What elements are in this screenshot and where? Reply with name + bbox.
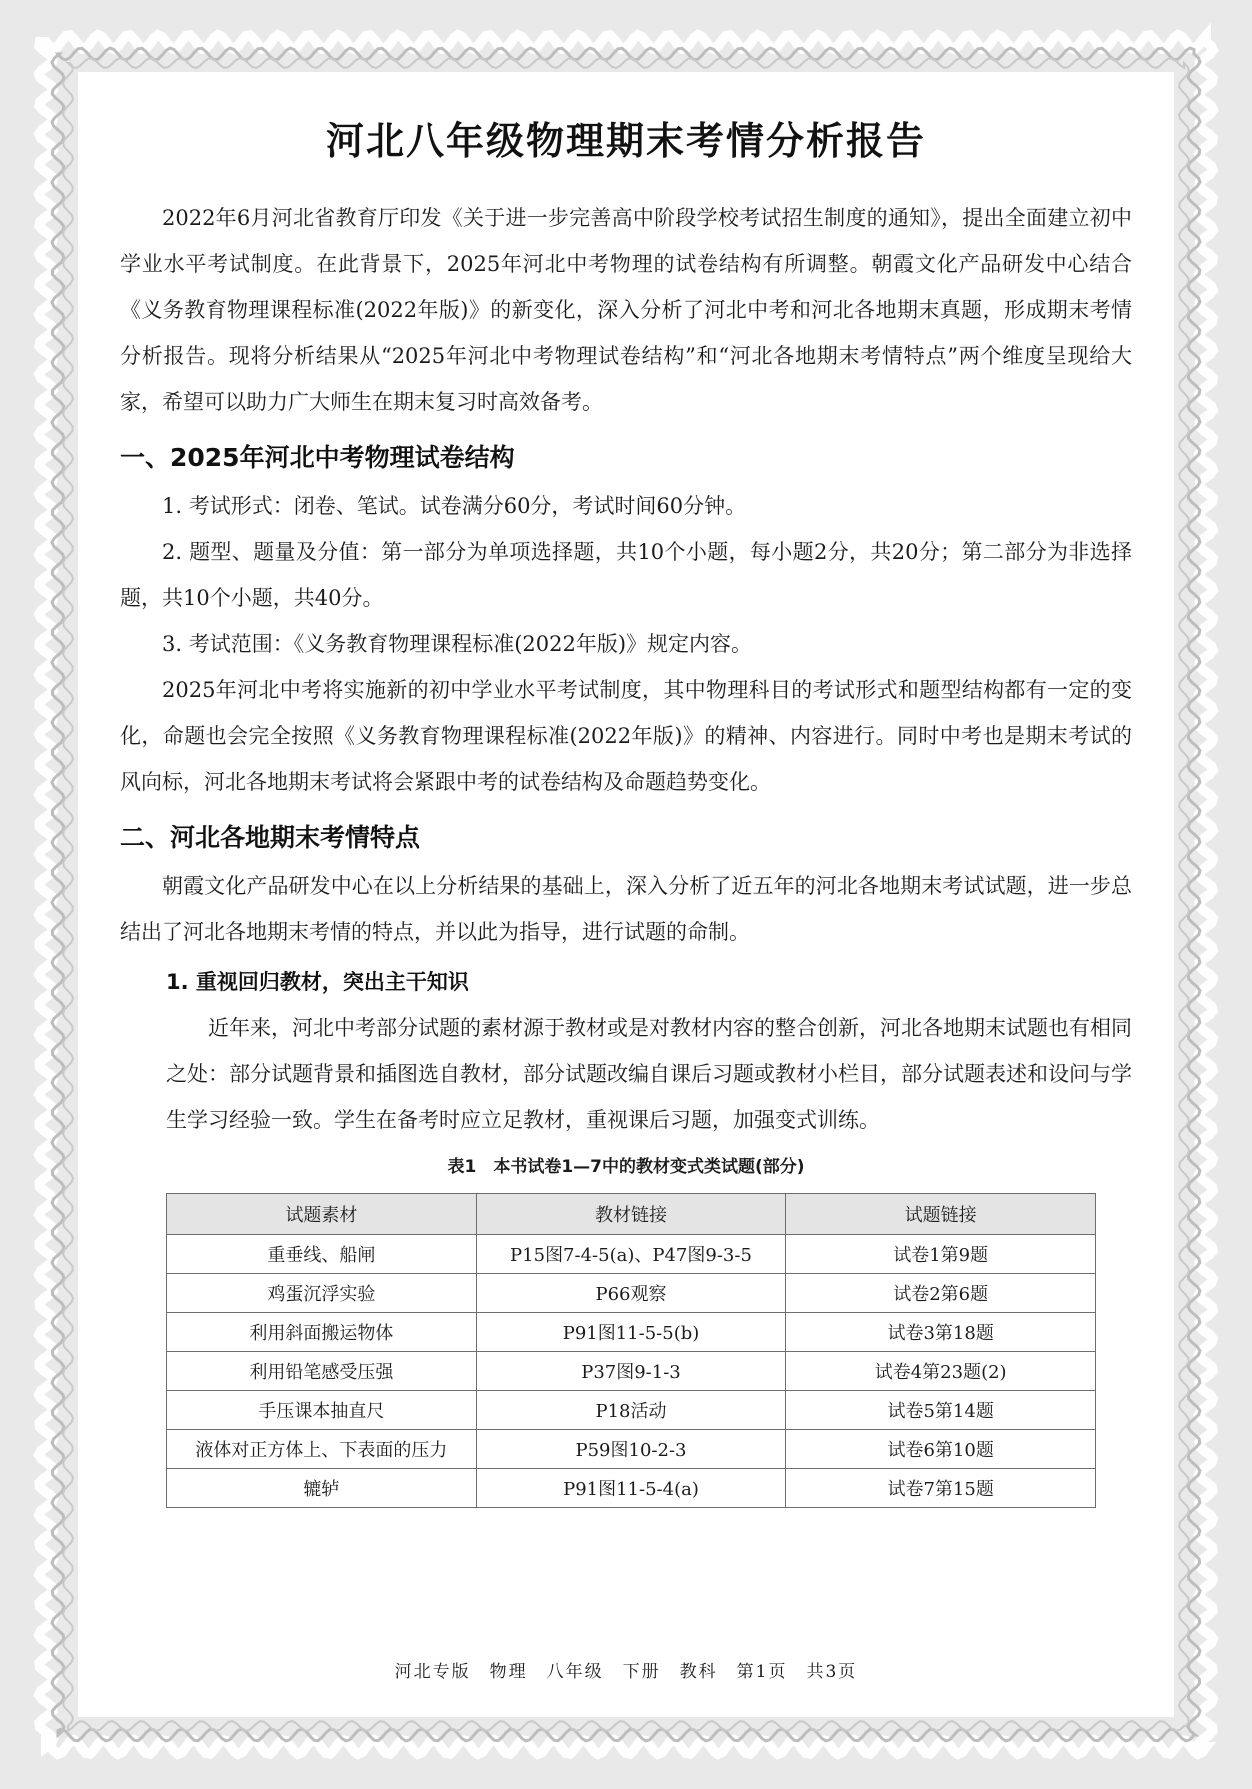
- section-1-paragraph: 2025年河北中考将实施新的初中学业水平考试制度，其中物理科目的考试形式和题型结构都有一定的变化，命题也会完全按照《义务教育物理课程标准(2022年版)》的精神、内容进行。同时中考也是期末考试的风向标，河北各地期末考试将会紧跟中考的试卷结构及命题趋势变化。: [120, 678, 1132, 794]
- table-cell: 试卷7第15题: [786, 1469, 1096, 1508]
- table-cell: P59图10-2-3: [476, 1430, 786, 1469]
- table-cell: 鸡蛋沉浮实验: [167, 1274, 477, 1313]
- section-2-paragraph: 朝霞文化产品研发中心在以上分析结果的基础上，深入分析了近五年的河北各地期末考试试题，进一步总结出了河北各地期末考情的特点，并以此为指导，进行试题的命制。: [120, 874, 1132, 944]
- table-cell: 试卷2第6题: [786, 1274, 1096, 1313]
- table-cell: 利用铅笔感受压强: [167, 1352, 477, 1391]
- table-cell: 液体对正方体上、下表面的压力: [167, 1430, 477, 1469]
- table-cell: 试卷6第10题: [786, 1430, 1096, 1469]
- table-header-cell: 试题素材: [167, 1194, 477, 1235]
- table-cell: 手压课本抽直尺: [167, 1391, 477, 1430]
- table-cell: 辘轳: [167, 1469, 477, 1508]
- table-cell: 试卷1第9题: [786, 1235, 1096, 1274]
- table-cell: P15图7-4-5(a)、P47图9-3-5: [476, 1235, 786, 1274]
- table-row: [167, 1469, 1096, 1508]
- table-cell: P37图9-1-3: [476, 1352, 786, 1391]
- table-row: [167, 1352, 1096, 1391]
- table-cell: 试卷4第23题(2): [786, 1352, 1096, 1391]
- page-footer: 河北专版 物理 八年级 下册 教科 第1页 共3页: [394, 1662, 858, 1682]
- document-page: [78, 72, 1174, 1717]
- subsection-paragraph: 近年来，河北中考部分试题的素材源于教材或是对教材内容的整合创新，河北各地期末试题也有相同之处：部分试题背景和插图选自教材，部分试题改编自课后习题或教材小栏目，部分试题表述和设问与学生学习经验一致。学生在备考时应立足教材，重视课后习题，加强变式训练。: [166, 1016, 1132, 1132]
- section-1-heading: 一、2025年河北中考物理试卷结构: [120, 443, 515, 472]
- table-cell: P91图11-5-4(a): [476, 1469, 786, 1508]
- table-header-cell: 试题链接: [786, 1194, 1096, 1235]
- section-1-item-2: 2. 题型、题量及分值：第一部分为单项选择题，共10个小题，每小题2分，共20分；第二部分为非选择题，共10个小题，共40分。: [120, 540, 1132, 610]
- table-cell: P18活动: [476, 1391, 786, 1430]
- textbook-variant-table: [166, 1193, 1096, 1508]
- table-cell: 利用斜面搬运物体: [167, 1313, 477, 1352]
- intro-paragraph: 2022年6月河北省教育厅印发《关于进一步完善高中阶段学校考试招生制度的通知》，提出全面建立初中学业水平考试制度。在此背景下，2025年河北中考物理的试卷结构有所调整。朝霞文化产品研发中心结合《义务教育物理课程标准(2022年版)》的新变化，深入分析了河北中考和河北各地期末真题，形成期末考情分析报告。现将分析结果从“2025年河北中考物理试卷结构”和“河北各地期末考情特点”两个维度呈现给大家，希望可以助力广大师生在期末复习时高效备考。: [120, 206, 1132, 414]
- table-row: [167, 1391, 1096, 1430]
- section-1-item-3: 3. 考试范围：《义务教育物理课程标准(2022年版)》规定内容。: [162, 632, 753, 656]
- table-row: [167, 1313, 1096, 1352]
- table-cell: P91图11-5-5(b): [476, 1313, 786, 1352]
- section-1-item-1: 1. 考试形式：闭卷、笔试。试卷满分60分，考试时间60分钟。: [162, 494, 747, 518]
- table-cell: 重垂线、船闸: [167, 1235, 477, 1274]
- table-caption: 表1 本书试卷1—7中的教材变式类试题(部分): [447, 1157, 805, 1177]
- subsection-heading: 1. 重视回归教材，突出主干知识: [166, 970, 469, 994]
- page-content: [120, 110, 1132, 1508]
- table-header-row: [167, 1194, 1096, 1235]
- table-row: [167, 1274, 1096, 1313]
- table-cell: 试卷5第14题: [786, 1391, 1096, 1430]
- table-cell: 试卷3第18题: [786, 1313, 1096, 1352]
- table-header-cell: 教材链接: [476, 1194, 786, 1235]
- table-row: [167, 1235, 1096, 1274]
- page-title: 河北八年级物理期末考情分析报告: [325, 119, 926, 163]
- table-row: [167, 1430, 1096, 1469]
- section-2-heading: 二、河北各地期末考情特点: [120, 823, 421, 852]
- table-cell: P66观察: [476, 1274, 786, 1313]
